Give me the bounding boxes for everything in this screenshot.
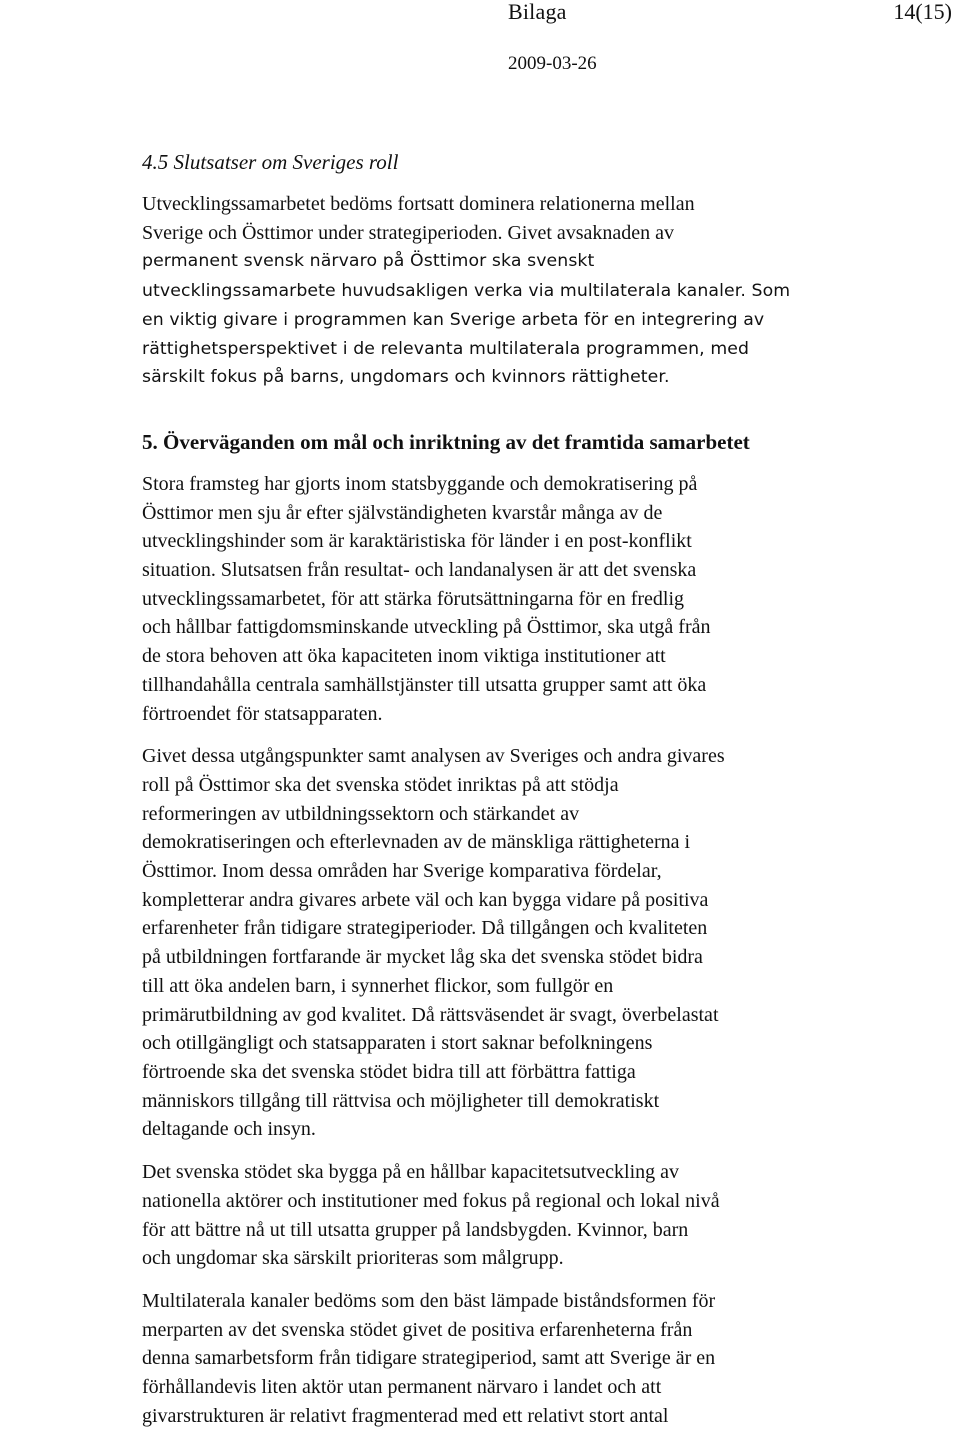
paragraph-line: särskilt fokus på barns, ungdomars och kvinnors rättigheter. bbox=[142, 367, 670, 388]
paragraph-line: utvecklingssamarbetet, för att stärka förutsättningarna för en fredlig bbox=[142, 587, 685, 610]
chapter-heading: 5. Överväganden om mål och inriktning av det framtida samarbetet bbox=[142, 429, 750, 454]
paragraph-line bbox=[142, 276, 942, 306]
paragraph-line: denna samarbetsform från tidigare strategiperiod, samt att Sverige är en bbox=[142, 1347, 716, 1370]
chapter-paragraph-1 bbox=[142, 470, 942, 728]
paragraph-line: erfarenheter från tidigare strategiperioder. Då tillgången och kvaliteten bbox=[142, 917, 708, 940]
paragraph-line: Det svenska stödet ska bygga på en hållbar kapacitetsutveckling av bbox=[142, 1161, 680, 1184]
paragraph-line: Sverige och Östtimor under strategiperioden. Givet avsaknaden av bbox=[142, 221, 675, 244]
paragraph-line: rättighetsperspektivet i de relevanta multilaterala programmen, med bbox=[142, 338, 750, 359]
paragraph-line: förhållandevis liten aktör utan permanent närvaro i landet och att bbox=[142, 1376, 662, 1399]
paragraph-line: deltagande och insyn. bbox=[142, 1118, 316, 1141]
paragraph-line: de stora behoven att öka kapaciteten inom viktiga institutioner att bbox=[142, 645, 666, 668]
paragraph-line: och otillgängligt och statsapparaten i stort saknar befolkningens bbox=[142, 1032, 653, 1055]
paragraph-line: till att öka andelen barn, i synnerhet flickor, som fullgör en bbox=[142, 974, 614, 997]
paragraph-line: nationella aktörer och institutioner med fokus på regional och lokal nivå bbox=[142, 1189, 720, 1212]
paragraph-line: Utvecklingssamarbetet bedöms fortsatt dominera relationerna mellan bbox=[142, 193, 695, 215]
paragraph-gap bbox=[142, 728, 942, 742]
document-date: 2009-03-26 bbox=[508, 53, 597, 74]
section-heading: 4.5 Slutsatser om Sveriges roll bbox=[142, 150, 399, 174]
paragraph-line: Givet dessa utgångspunkter samt analysen av Sveriges och andra givares bbox=[142, 745, 725, 768]
paragraph-line: permanent svensk närvaro på Östtimor ska svenskt bbox=[142, 251, 595, 272]
paragraph-line: förtroende ska det svenska stödet bidra till att förbättra fattiga bbox=[142, 1060, 636, 1083]
paragraph-line: reformeringen av utbildningssektorn och stärkandet av bbox=[142, 802, 580, 825]
paragraph-line: Östtimor. Inom dessa områden har Sverige komparativa fördelar, bbox=[142, 860, 662, 883]
header-title: Bilaga bbox=[508, 0, 567, 24]
chapter-paragraph-3 bbox=[142, 1158, 942, 1273]
paragraph-line: förtroendet för statsapparaten. bbox=[142, 702, 383, 725]
chapter-paragraph-2 bbox=[142, 742, 942, 1144]
paragraph-line: givarstrukturen är relativt fragmenterad med ett relativt stort antal bbox=[142, 1404, 669, 1427]
paragraph-line: primärutbildning av god kvalitet. Då rättsväsendet är svagt, överbelastat bbox=[142, 1003, 719, 1026]
paragraph-line: Östtimor men sju år efter självständigheten kvarstår många av de bbox=[142, 501, 663, 524]
paragraph-gap bbox=[142, 1144, 942, 1158]
paragraph-line-part: utvecklingssamarbete huvudsakligen verka via multilaterala kanaler. bbox=[142, 281, 746, 302]
paragraph-line: situation. Slutsatsen från resultat- och landanalysen är att det svenska bbox=[142, 559, 697, 582]
paragraph-line: kompletterar andra givares arbete väl och kan bygga vidare på positiva bbox=[142, 888, 709, 911]
paragraph-line: Multilaterala kanaler bedöms som den bäst lämpade biståndsformen för bbox=[142, 1289, 716, 1312]
paragraph-line: roll på Östtimor ska det svenska stödet inriktas på att stödja bbox=[142, 773, 619, 796]
section-paragraph bbox=[142, 190, 942, 392]
paragraph-line: Stora framsteg har gjorts inom statsbyggande och demokratisering på bbox=[142, 472, 698, 495]
document-body bbox=[142, 148, 942, 1430]
paragraph-line: tillhandahålla centrala samhällstjänster till utsatta grupper samt att öka bbox=[142, 673, 707, 696]
paragraph-line: en viktig givare i programmen kan Sverige arbeta för en integrering av bbox=[142, 309, 765, 330]
paragraph-line-part: Som bbox=[745, 281, 791, 302]
paragraph-line: utvecklingshinder som är karaktäristiska för länder i en post-konflikt bbox=[142, 530, 692, 553]
chapter-paragraph-4 bbox=[142, 1287, 942, 1431]
paragraph-line: på utbildningen fortfarande är mycket låg ska det svenska stödet bidra bbox=[142, 946, 703, 969]
paragraph-line: för att bättre nå ut till utsatta grupper på landsbygden. Kvinnor, barn bbox=[142, 1218, 689, 1241]
paragraph-line: demokratiseringen och efterlevnaden av de mänskliga rättigheterna i bbox=[142, 831, 691, 854]
page-number: 14(15) bbox=[893, 0, 952, 24]
paragraph-line: och ungdomar ska särskilt prioriteras som målgrupp. bbox=[142, 1247, 564, 1270]
paragraph-gap bbox=[142, 1273, 942, 1287]
paragraph-line: merparten av det svenska stödet givet de positiva erfarenheterna från bbox=[142, 1318, 693, 1341]
paragraph-line: människors tillgång till rättvisa och möjligheter till demokratiskt bbox=[142, 1089, 660, 1112]
paragraph-line: och hållbar fattigdomsminskande utveckling på Östtimor, ska utgå från bbox=[142, 616, 711, 639]
